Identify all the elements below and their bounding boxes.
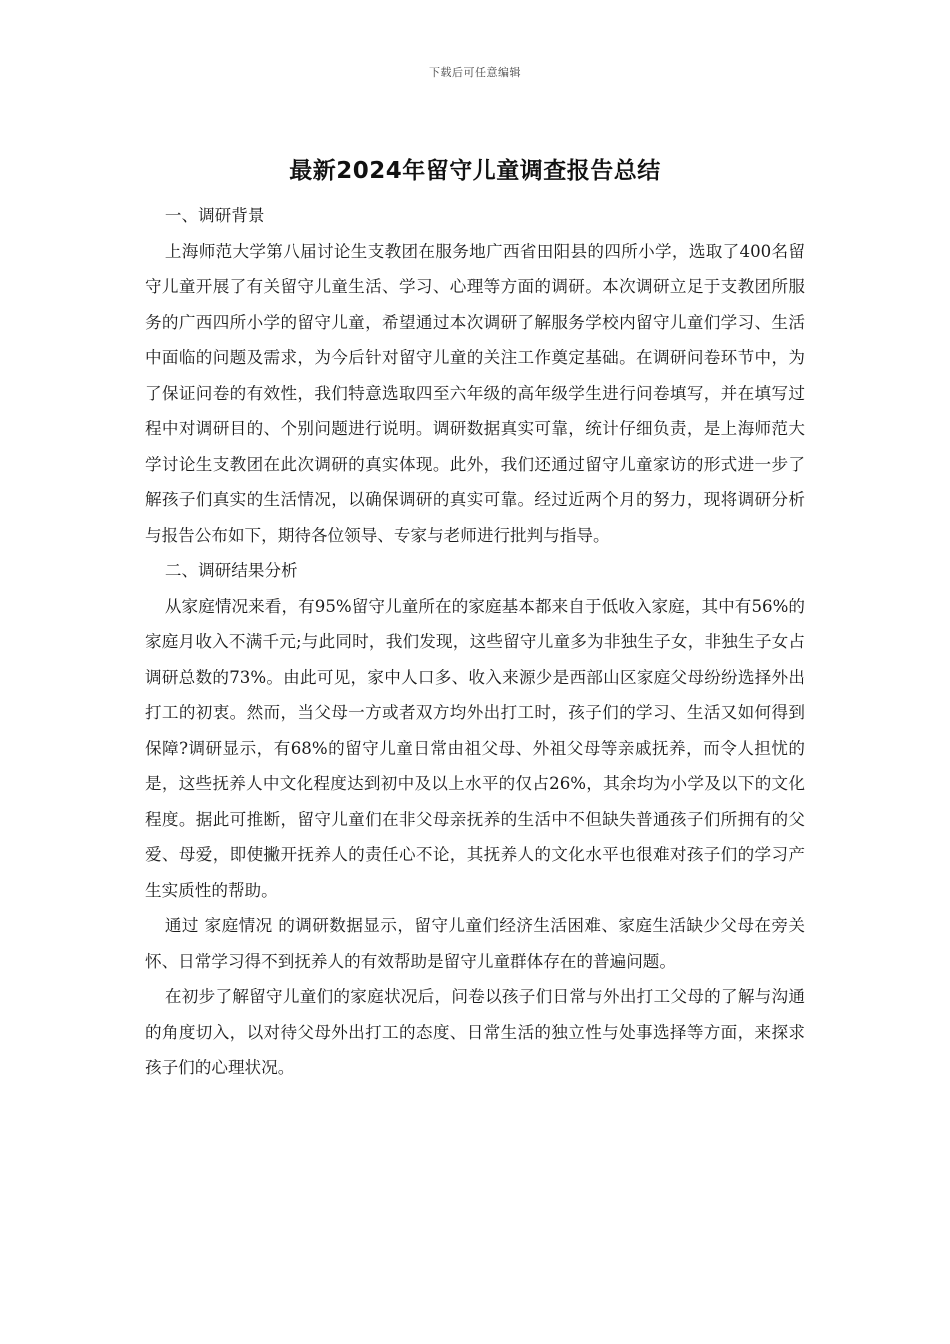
- paragraph-psychology-intro: 在初步了解留守儿童们的家庭状况后，问卷以孩子们日常与外出打工父母的了解与沟通的角度切入，以对待父母外出打工的态度、日常生活的独立性与处事选择等方面，来探求孩子们的心理状况。: [145, 987, 805, 1077]
- document-body: [145, 198, 805, 1086]
- section-heading-background: 一、调研背景: [164, 206, 265, 225]
- section-heading-results: 二、调研结果分析: [164, 561, 298, 580]
- header-note: 下载后可任意编辑: [429, 66, 521, 79]
- paragraph-family-situation: 从家庭情况来看，有95%留守儿童所在的家庭基本都来自于低收入家庭，其中有56%的家庭月收入不满千元;与此同时，我们发现，这些留守儿童多为非独生子女，非独生子女占调研总数的73%。由此可见，家中人口多、收入来源少是西部山区家庭父母纷纷选择外出打工的初衷。然而，当父母一方或者双方均外出打工时，孩子们的学习、生活又如何得到保障?调研显示，有68%的留守儿童日常由祖父母、外祖父母等亲戚抚养，而令人担忧的是，这些抚养人中文化程度达到初中及以上水平的仅占26%，其余均为小学及以下的文化程度。据此可推断，留守儿童们在非父母亲抚养的生活中不但缺失普通孩子们所拥有的父爱、母爱，即使撇开抚养人的责任心不论，其抚养人的文化水平也很难对孩子们的学习产生实质性的帮助。: [145, 596, 805, 900]
- paragraph-family-summary: 通过 家庭情况 的调研数据显示，留守儿童们经济生活困难、家庭生活缺少父母在旁关怀、日常学习得不到抚养人的有效帮助是留守儿童群体存在的普遍问题。: [145, 916, 805, 971]
- document-title: 最新2024年留守儿童调查报告总结: [289, 158, 661, 184]
- paragraph-background: 上海师范大学第八届讨论生支教团在服务地广西省田阳县的四所小学，选取了400名留守儿童开展了有关留守儿童生活、学习、心理等方面的调研。本次调研立足于支教团所服务的广西四所小学的留守儿童，希望通过本次调研了解服务学校内留守儿童们学习、生活中面临的问题及需求，为今后针对留守儿童的关注工作奠定基础。在调研问卷环节中，为了保证问卷的有效性，我们特意选取四至六年级的高年级学生进行问卷填写，并在填写过程中对调研目的、个别问题进行说明。调研数据真实可靠，统计仔细负责，是上海师范大学讨论生支教团在此次调研的真实体现。此外，我们还通过留守儿童家访的形式进一步了解孩子们真实的生活情况，以确保调研的真实可靠。经过近两个月的努力，现将调研分析与报告公布如下，期待各位领导、专家与老师进行批判与指导。: [145, 241, 805, 545]
